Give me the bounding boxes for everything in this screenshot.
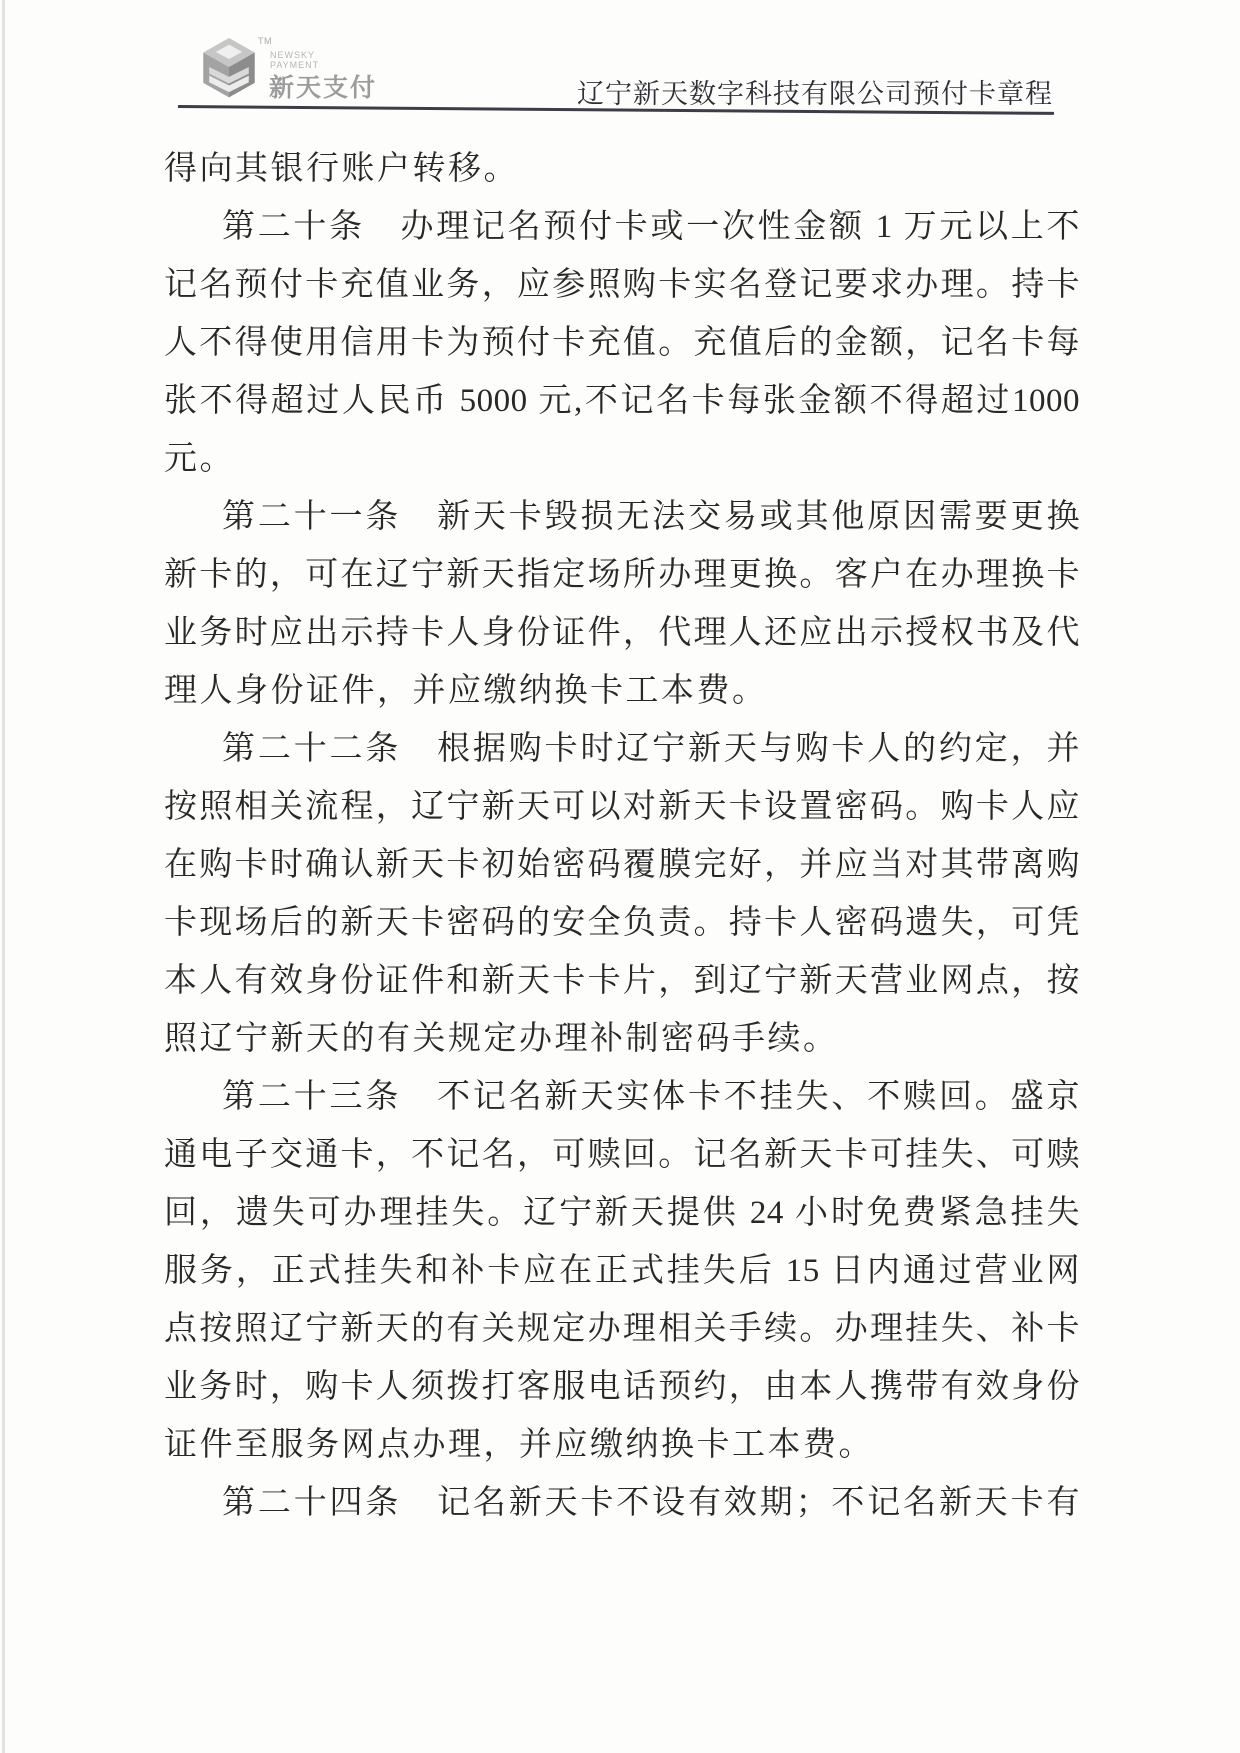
document-body: [164, 140, 1080, 1532]
logo-name-en: [270, 50, 319, 70]
body-line: 通电子交通卡，不记名，可赎回。记名新天卡可挂失、可赎: [164, 1137, 1080, 1173]
logo-name-en-line2: PAYMENT: [270, 60, 320, 70]
logo-name-en-line1: NEWSKY: [270, 50, 316, 60]
body-line: 回，遗失可办理挂失。辽宁新天提供 24 小时免费紧急挂失: [164, 1195, 1080, 1231]
body-line: 第二十四条 记名新天卡不设有效期；不记名新天卡有: [222, 1485, 1080, 1521]
body-line: 得向其银行账户转移。: [164, 151, 519, 187]
body-line: 人不得使用信用卡为预付卡充值。充值后的金额，记名卡每: [164, 325, 1080, 361]
logo-name-cn: 新天支付: [269, 74, 378, 102]
body-line: 在购卡时确认新天卡初始密码覆膜完好，并应当对其带离购: [164, 847, 1080, 883]
body-line: 新卡的，可在辽宁新天指定场所办理更换。客户在办理换卡: [164, 557, 1080, 593]
body-line: 记名预付卡充值业务，应参照购卡实名登记要求办理。持卡: [164, 267, 1080, 303]
body-line: 业务时应出示持卡人身份证件，代理人还应出示授权书及代: [164, 615, 1080, 651]
body-line: 理人身份证件，并应缴纳换卡工本费。: [164, 673, 768, 709]
body-line: 按照相关流程，辽宁新天可以对新天卡设置密码。购卡人应: [164, 789, 1080, 825]
body-line: 第二十三条 不记名新天实体卡不挂失、不赎回。盛京: [222, 1079, 1080, 1115]
body-line: 卡现场后的新天卡密码的安全负责。持卡人密码遗失，可凭: [164, 905, 1080, 941]
body-line: 第二十条 办理记名预付卡或一次性金额 1 万元以上不: [222, 209, 1080, 245]
body-line: 本人有效身份证件和新天卡卡片，到辽宁新天营业网点，按: [164, 963, 1080, 999]
body-line: 第二十二条 根据购卡时辽宁新天与购卡人的约定，并: [222, 731, 1080, 767]
body-line: 服务，正式挂失和补卡应在正式挂失后 15 日内通过营业网: [164, 1253, 1080, 1289]
body-line: 张不得超过人民币 5000 元,不记名卡每张金额不得超过1000: [164, 383, 1080, 419]
document-header-title: 辽宁新天数字科技有限公司预付卡章程: [577, 79, 1053, 109]
body-line: 点按照辽宁新天的有关规定办理相关手续。办理挂失、补卡: [164, 1311, 1080, 1347]
body-line: 业务时，购卡人须拨打客服电话预约，由本人携带有效身份: [164, 1369, 1080, 1405]
body-line: 元。: [164, 441, 235, 477]
body-line: 证件至服务网点办理，并应缴纳换卡工本费。: [164, 1427, 874, 1463]
scan-edge-artifact: [2, 0, 5, 1753]
logo-trademark: TM: [258, 36, 272, 46]
body-line: 第二十一条 新天卡毁损无法交易或其他原因需要更换: [222, 499, 1080, 535]
body-line: 照辽宁新天的有关规定办理补制密码手续。: [164, 1021, 839, 1057]
